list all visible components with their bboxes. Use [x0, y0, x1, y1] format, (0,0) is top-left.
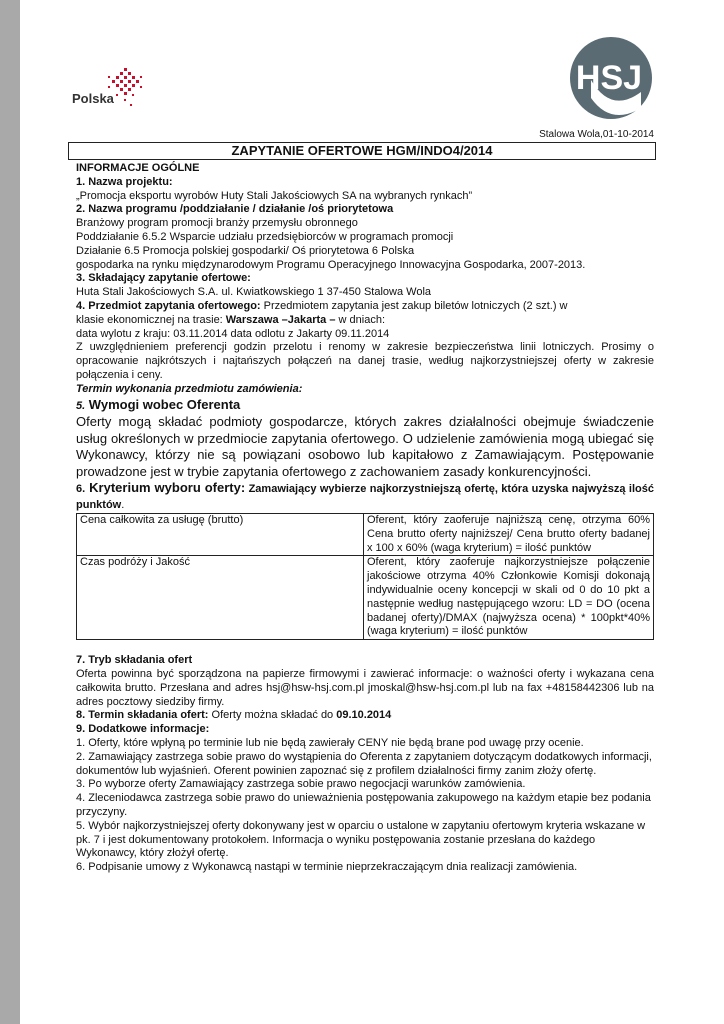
deadline-date: 09.10.2014 [336, 709, 392, 722]
general-info-heading: INFORMACJE OGÓLNE [76, 162, 200, 174]
program-line: Poddziałanie 6.5.2 Wsparcie udziału przedsiębiorców w programach promocji [76, 230, 454, 243]
polska-logo-text: Polska [72, 91, 114, 106]
criteria-intro: Zamawiający wybierze najkorzystniejszą ofertę, która uzyska najwyższą ilość punktów [76, 483, 654, 512]
criterion-name: Cena całkowita za usługę (brutto) [77, 514, 364, 556]
project-name-heading: 1. Nazwa projektu: [76, 175, 173, 188]
project-name-text: „Promocja eksportu wyrobów Huty Stali Jakościowych SA na wybranych rynkach” [76, 189, 473, 202]
program-line: Branżowy program promocji branży przemysłu obronnego [76, 217, 358, 230]
requester-text: Huta Stali Jakościowych S.A. ul. Kwiatkowskiego 1 37-450 Stalowa Wola [76, 286, 432, 299]
criterion-description: Oferent, który zaoferuje najkorzystniejsze połączenie jakościowe otrzyma 40% Członkowie Komisji dokonają indywidualnie oceny koncepcji w skali od 0 do 10 pkt a następnie według następującego wzoru: LD = DO (ocena badanej oferty)/DMAX (najwyższa ocena) * 100pkt*40% (waga kryterium) = ilość punktów [364, 556, 654, 640]
criterion-description: Oferent, który zaoferuje najniższą cenę, otrzyma 60% Cena brutto oferty najniższej/ Cena brutto oferty badanej x 100 x 60% (waga kryterium) = ilość punktów [364, 514, 654, 556]
subject-route-line [76, 314, 654, 328]
hsj-logo [569, 36, 653, 120]
section-number: 5. [76, 399, 86, 412]
subject-heading: 4. Przedmiot zapytania ofertowego: [76, 299, 261, 312]
criteria-table [76, 513, 654, 640]
deadline-heading: 8. Termin składania ofert: [76, 709, 209, 722]
requester-heading: 3. Składający zapytanie ofertowe: [76, 272, 251, 285]
date-line: Stalowa Wola,01-10-2014 [539, 129, 654, 140]
submission-mode-text: Oferta powinna być sporządzona na papierze firmowymi i zawierać informacje: o ważności oferty i wykazana cena całkowita brutto. Przesłana and adres hsj@hsw-hsj.com.pl jmoskal@hsw-hsj.com.pl lub na fax +48158442306 lub na adres pocztowy siedziby firmy. [76, 668, 654, 708]
list-item: 6. Podpisanie umowy z Wykonawcą nastąpi w terminie nieprzekraczającym dnia realizacji zamówienia. [76, 861, 578, 874]
program-line: gospodarka na rynku międzynarodowym Programu Operacyjnego Innowacyjna Gospodarka, 2007-2013. [76, 258, 586, 271]
criteria-heading: Kryterium wyboru oferty: [85, 480, 246, 496]
list-item: 2. Zamawiający zastrzega sobie prawo do wystąpienia do Oferenta z zapytaniem dotyczącym dodatkowych informacji, dokumentów lub wyjaśnień. Oferent powinien zapoznać się z profilem działalności firmy zanim złoży ofertę. [76, 750, 652, 777]
criterion-name: Czas podróży i Jakość [77, 556, 364, 640]
submission-mode-heading: 7. Tryb składania ofert [76, 654, 193, 667]
requirements-heading [76, 397, 654, 415]
hsj-logo-text: HSJ [575, 59, 643, 97]
table-row [77, 514, 654, 556]
list-item: 3. Po wyborze oferty Zamawiający zastrzega sobie prawo negocjacji warunków zamówienia. [76, 778, 526, 791]
table-row [77, 556, 654, 640]
section-number: 6. [76, 483, 86, 496]
subject-text: Przedmiotem zapytania jest zakup biletów lotniczych (2 szt.) w [260, 299, 568, 312]
additional-info-heading: 9. Dodatkowe informacje: [76, 723, 210, 736]
spacer [76, 640, 654, 654]
program-line: Działanie 6.5 Promocja polskiej gospodarki/ Oś priorytetowa 6 Polska [76, 244, 415, 257]
list-item: 1. Oferty, które wpłyną po terminie lub nie będą zawierały CENY nie będą brane pod uwagę przy ocenie. [76, 737, 584, 749]
flight-dates: data wylotu z kraju: 03.11.2014 data odlotu z Jakarty 09.11.2014 [76, 327, 390, 340]
requirements-text: Oferty mogą składać podmioty gospodarcze, których zakres działalności obejmuje świadczenie usług określonych w przedmiocie zapytania ofertowego. O udzielenie zamówienia mogą ubiegać się Wykonawcy, którzy nie są powiązani osobowo lub kapitałowo z Zamawiającym. Postępowanie prowadzone jest w trybie zapytania ofertowego z zachowaniem zasady konkurencyjności. [76, 414, 654, 479]
deadline-line [76, 709, 654, 723]
requirements-title: Wymogi wobec Oferenta [85, 396, 241, 412]
left-margin-bar [0, 0, 20, 1024]
list-item: 5. Wybór najkorzystniejszej oferty dokonywany jest w oparciu o ustalone w zapytaniu ofertowym kryteria wskazane w pk. 7 i jest dokumentowany protokołem. Informacja o wyniku postępowania zostanie przesłana do każdego Wykonawcy, który złożył ofertę. [76, 819, 646, 860]
document-body [76, 162, 654, 875]
subject-text: klasie ekonomicznej na trasie: [76, 313, 226, 326]
polska-logo [72, 66, 152, 116]
document-title: ZAPYTANIE OFERTOWE HGM/INDO4/2014 [68, 142, 656, 160]
subject-paragraph [76, 300, 654, 314]
hsj-logo-icon [569, 36, 653, 120]
deadline-text: Oferty można składać do [208, 709, 337, 722]
program-heading: 2. Nazwa programu /poddziałanie / działanie /oś priorytetowa [76, 203, 394, 216]
criteria-paragraph: 6. Kryterium wyboru oferty: Zamawiający wybierze najkorzystniejszą ofertę, która uzyska najwyższą ilość punktów. [76, 480, 654, 512]
subject-description: Z uwzględnieniem preferencji godzin przelotu i renomy w zakresie bezpieczeństwa linii lotniczych. Prosimy o opracowanie najkrótszych i najtańszych połączeń na danej trasie, według najkorzystniejszej oferty w zakresie połączenia i ceny. [76, 341, 654, 381]
subject-text: w dniach: [335, 313, 385, 326]
subject-route: Warszawa –Jakarta – [225, 313, 336, 326]
term-heading: Termin wykonania przedmiotu zamówienia: [76, 382, 303, 395]
list-item: 4. Zleceniodawca zastrzega sobie prawo do unieważnienia postępowania zakupowego na każdym etapie bez podania przyczyny. [76, 792, 651, 818]
